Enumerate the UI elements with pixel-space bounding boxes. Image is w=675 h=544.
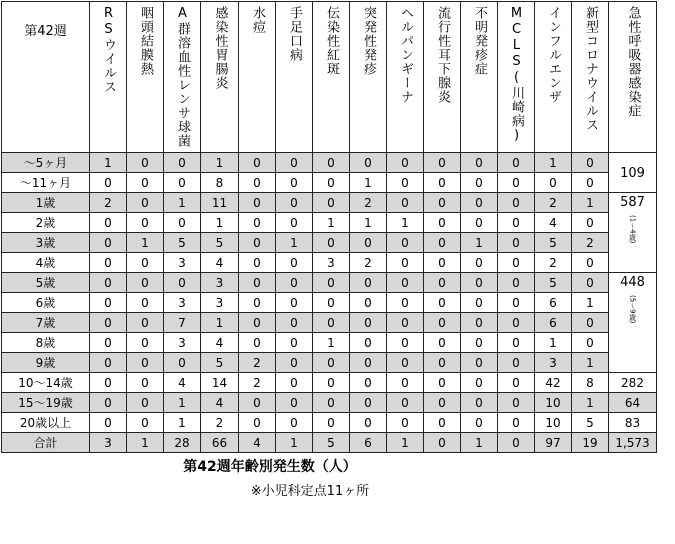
table-cell: 0 xyxy=(90,273,127,293)
table-cell: 1 xyxy=(164,393,201,413)
column-header xyxy=(350,2,387,153)
ari-value: 587 xyxy=(620,195,645,210)
table-cell: 0 xyxy=(350,393,387,413)
table-row xyxy=(2,153,657,173)
ari-age-note: (1～4歳) xyxy=(628,215,637,244)
table-cell: 0 xyxy=(239,413,276,433)
table-cell: 0 xyxy=(461,413,498,433)
table-row xyxy=(2,373,657,393)
table-cell: 0 xyxy=(498,333,535,353)
table-cell: 3 xyxy=(90,433,127,453)
column-header xyxy=(498,2,535,153)
table-cell: 1 xyxy=(127,233,164,253)
table-cell: 0 xyxy=(387,353,424,373)
table-cell: 1 xyxy=(313,213,350,233)
table-cell: 1 xyxy=(127,433,164,453)
table-cell: 8 xyxy=(201,173,239,193)
table-cell: 0 xyxy=(424,253,461,273)
table-cell: 66 xyxy=(201,433,239,453)
table-cell: 0 xyxy=(350,293,387,313)
column-header xyxy=(127,2,164,153)
column-header xyxy=(90,2,127,153)
table-cell: 0 xyxy=(313,173,350,193)
table-cell: 0 xyxy=(239,333,276,353)
table-cell: 0 xyxy=(498,193,535,213)
table-cell: 3 xyxy=(164,293,201,313)
table-cell: 0 xyxy=(239,213,276,233)
table-cell: 8 xyxy=(572,373,609,393)
table-cell: 3 xyxy=(201,273,239,293)
table-cell: 1 xyxy=(350,173,387,193)
table-row xyxy=(2,233,657,253)
corner-cell xyxy=(2,2,90,153)
column-header-label: A群溶血性レンサ球菌 xyxy=(175,6,190,148)
table-cell: 0 xyxy=(164,173,201,193)
table-cell: 0 xyxy=(424,413,461,433)
table-cell: 2 xyxy=(201,413,239,433)
table-cell: 0 xyxy=(313,273,350,293)
table-cell: 0 xyxy=(313,373,350,393)
table-cell: 1 xyxy=(572,293,609,313)
table-cell: 0 xyxy=(498,213,535,233)
table-cell: 0 xyxy=(239,393,276,413)
table-cell: 0 xyxy=(424,393,461,413)
table-cell: 0 xyxy=(572,313,609,333)
table-cell: 4 xyxy=(239,433,276,453)
table-cell: 0 xyxy=(127,173,164,193)
column-header-label: 不明発疹症 xyxy=(472,6,487,76)
table-cell: 1 xyxy=(201,153,239,173)
table-cell: 0 xyxy=(572,153,609,173)
table-cell: 0 xyxy=(424,313,461,333)
table-cell: 0 xyxy=(164,153,201,173)
table-cell: 0 xyxy=(127,153,164,173)
column-header xyxy=(164,2,201,153)
table-cell: 1 xyxy=(350,213,387,233)
table-cell: 5 xyxy=(572,413,609,433)
column-header-label: ヘルパンギーナ xyxy=(398,6,413,104)
table-cell: 0 xyxy=(127,413,164,433)
table-cell: 2 xyxy=(572,233,609,253)
table-cell: 4 xyxy=(164,373,201,393)
row-label: 8歳 xyxy=(2,333,90,353)
table-cell: 0 xyxy=(424,173,461,193)
row-label: 15～19歳 xyxy=(2,393,90,413)
table-cell: 3 xyxy=(164,333,201,353)
table-cell: 0 xyxy=(498,353,535,373)
table-cell: 2 xyxy=(535,253,572,273)
table-cell: 0 xyxy=(90,333,127,353)
table-cell: 6 xyxy=(350,433,387,453)
table-cell: 0 xyxy=(424,333,461,353)
table-cell: 0 xyxy=(461,333,498,353)
table-cell: 0 xyxy=(387,293,424,313)
table-cell: 5 xyxy=(164,233,201,253)
table-cell: 1 xyxy=(535,333,572,353)
column-header xyxy=(461,2,498,153)
table-cell: 0 xyxy=(424,433,461,453)
table-cell: 0 xyxy=(313,413,350,433)
table-cell: 0 xyxy=(276,353,313,373)
row-label: 1歳 xyxy=(2,193,90,213)
table-cell: 2 xyxy=(350,193,387,213)
table-cell: 0 xyxy=(127,213,164,233)
table-cell: 0 xyxy=(424,293,461,313)
table-cell: 0 xyxy=(498,373,535,393)
table-cell: 0 xyxy=(572,253,609,273)
table-cell: 0 xyxy=(461,213,498,233)
table-cell: 0 xyxy=(461,393,498,413)
table-cell: 0 xyxy=(498,433,535,453)
table-cell: 1 xyxy=(461,233,498,253)
table-cell: 0 xyxy=(387,393,424,413)
row-label: 7歳 xyxy=(2,313,90,333)
table-cell: 97 xyxy=(535,433,572,453)
table-cell: 1 xyxy=(461,433,498,453)
table-cell: 3 xyxy=(313,253,350,273)
table-cell: 0 xyxy=(350,273,387,293)
table-cell: 0 xyxy=(387,193,424,213)
table-cell: 0 xyxy=(276,293,313,313)
table-cell: 0 xyxy=(350,313,387,333)
table-row xyxy=(2,253,657,273)
table-cell: 0 xyxy=(90,293,127,313)
table-cell: 10 xyxy=(535,413,572,433)
table-cell: 0 xyxy=(313,393,350,413)
table-cell: 0 xyxy=(461,173,498,193)
table-cell: 0 xyxy=(461,293,498,313)
table-cell: 0 xyxy=(239,313,276,333)
table-cell: 0 xyxy=(239,293,276,313)
table-cell: 0 xyxy=(461,373,498,393)
table-cell: 5 xyxy=(535,233,572,253)
table-cell: 3 xyxy=(201,293,239,313)
table-cell: 0 xyxy=(239,193,276,213)
row-label: 2歳 xyxy=(2,213,90,233)
table-cell: 0 xyxy=(498,173,535,193)
table-cell: 0 xyxy=(90,413,127,433)
table-cell: 0 xyxy=(461,273,498,293)
table-cell: 1 xyxy=(535,153,572,173)
table-cell: 0 xyxy=(239,153,276,173)
table-cell: 0 xyxy=(498,233,535,253)
table-cell: 0 xyxy=(164,273,201,293)
table-cell: 1 xyxy=(90,153,127,173)
table-cell: 0 xyxy=(313,353,350,373)
table-cell: 0 xyxy=(498,393,535,413)
ari-cell: 64 xyxy=(609,393,657,413)
ari-cell xyxy=(609,153,657,193)
table-cell: 0 xyxy=(90,353,127,373)
table-cell: 1 xyxy=(387,433,424,453)
table-cell: 0 xyxy=(276,193,313,213)
table-row xyxy=(2,313,657,333)
table-cell: 10 xyxy=(535,393,572,413)
table-cell: 0 xyxy=(90,393,127,413)
table-cell: 0 xyxy=(127,293,164,313)
table-cell: 0 xyxy=(90,253,127,273)
table-cell: 0 xyxy=(535,173,572,193)
table-cell: 0 xyxy=(424,373,461,393)
table-cell: 1 xyxy=(387,213,424,233)
table-cell: 0 xyxy=(164,213,201,233)
table-cell: 0 xyxy=(572,333,609,353)
table-cell: 0 xyxy=(572,273,609,293)
column-header-label: 流行性耳下腺炎 xyxy=(435,6,450,104)
table-cell: 0 xyxy=(127,273,164,293)
table-cell: 0 xyxy=(387,373,424,393)
table-cell: 0 xyxy=(313,293,350,313)
table-cell: 0 xyxy=(387,273,424,293)
table-cell: 14 xyxy=(201,373,239,393)
column-header-label: インフルエンザ xyxy=(546,6,561,104)
table-cell: 0 xyxy=(424,353,461,373)
table-cell: 5 xyxy=(201,233,239,253)
table-cell: 1 xyxy=(572,193,609,213)
header-row xyxy=(2,2,657,153)
table-cell: 0 xyxy=(498,153,535,173)
table-cell: 0 xyxy=(350,373,387,393)
table-cell: 0 xyxy=(127,393,164,413)
column-header-label: 伝染性紅斑 xyxy=(324,6,339,76)
table-cell: 42 xyxy=(535,373,572,393)
table-cell: 0 xyxy=(276,373,313,393)
table-row xyxy=(2,393,657,413)
table-row xyxy=(2,333,657,353)
table-cell: 0 xyxy=(461,353,498,373)
table-row xyxy=(2,193,657,213)
table-cell: 0 xyxy=(239,173,276,193)
table-cell: 0 xyxy=(127,353,164,373)
table-cell: 0 xyxy=(90,313,127,333)
table-cell: 0 xyxy=(276,153,313,173)
table-row xyxy=(2,213,657,233)
column-header-label: 急性呼吸器感染症 xyxy=(625,6,641,118)
table-cell: 0 xyxy=(350,233,387,253)
table-cell: 1 xyxy=(313,333,350,353)
row-label: 9歳 xyxy=(2,353,90,373)
table-cell: 0 xyxy=(90,173,127,193)
column-header xyxy=(535,2,572,153)
table-cell: 6 xyxy=(535,313,572,333)
table-cell: 0 xyxy=(424,273,461,293)
table-cell: 0 xyxy=(313,233,350,253)
table-cell: 5 xyxy=(535,273,572,293)
column-header xyxy=(609,2,657,153)
table-cell: 0 xyxy=(276,413,313,433)
table-cell: 4 xyxy=(201,253,239,273)
ari-age-note: (5～9歳) xyxy=(628,295,637,324)
table-cell: 0 xyxy=(239,253,276,273)
table-cell: 0 xyxy=(313,193,350,213)
table-cell: 0 xyxy=(90,233,127,253)
table-cell: 0 xyxy=(387,333,424,353)
table-cell: 0 xyxy=(164,353,201,373)
column-header xyxy=(424,2,461,153)
table-cell: 19 xyxy=(572,433,609,453)
column-header xyxy=(239,2,276,153)
age-incidence-table xyxy=(1,1,657,453)
table-cell: 0 xyxy=(127,193,164,213)
table-cell: 0 xyxy=(127,253,164,273)
table-cell: 0 xyxy=(387,173,424,193)
table-cell: 4 xyxy=(535,213,572,233)
table-cell: 1 xyxy=(201,213,239,233)
table-cell: 1 xyxy=(572,353,609,373)
table-cell: 4 xyxy=(201,393,239,413)
table-cell: 0 xyxy=(387,153,424,173)
table-cell: 1 xyxy=(164,413,201,433)
table-cell: 11 xyxy=(201,193,239,213)
table-row xyxy=(2,413,657,433)
column-header-label: MCLS(川崎病) xyxy=(509,6,524,144)
row-label: ～5ヶ月 xyxy=(2,153,90,173)
table-cell: 1 xyxy=(276,433,313,453)
table-cell: 0 xyxy=(424,193,461,213)
table-row xyxy=(2,353,657,373)
ari-cell xyxy=(609,273,657,373)
table-cell: 6 xyxy=(535,293,572,313)
table-cell: 0 xyxy=(424,213,461,233)
total-row xyxy=(2,433,657,453)
column-header-label: 手足口病 xyxy=(287,6,302,62)
row-label: 4歳 xyxy=(2,253,90,273)
table-row xyxy=(2,293,657,313)
table-row xyxy=(2,173,657,193)
table-cell: 0 xyxy=(461,193,498,213)
table-cell: 0 xyxy=(424,153,461,173)
table-caption-note: ※小児科定点11ヶ所 xyxy=(250,484,370,499)
row-label: 3歳 xyxy=(2,233,90,253)
ari-value: 109 xyxy=(620,165,645,181)
table-cell: 0 xyxy=(498,273,535,293)
table-cell: 0 xyxy=(498,253,535,273)
table-cell: 2 xyxy=(90,193,127,213)
column-header-label: 新型コロナウイルス xyxy=(583,6,598,132)
table-cell: 7 xyxy=(164,313,201,333)
table-cell: 0 xyxy=(239,273,276,293)
table-cell: 1 xyxy=(164,193,201,213)
table-caption-title: 第42週年齢別発生数（人） xyxy=(183,459,357,475)
column-header-label: RSウイルス xyxy=(101,6,116,94)
table-cell: 0 xyxy=(90,213,127,233)
table-cell: 0 xyxy=(572,173,609,193)
row-label: 6歳 xyxy=(2,293,90,313)
column-header xyxy=(387,2,424,153)
ari-value: 448 xyxy=(620,275,645,290)
week-label: 第42週 xyxy=(24,24,67,39)
table-cell: 0 xyxy=(498,313,535,333)
table-cell: 1 xyxy=(276,233,313,253)
table-cell: 1 xyxy=(572,393,609,413)
table-cell: 0 xyxy=(461,253,498,273)
column-header xyxy=(572,2,609,153)
column-header xyxy=(201,2,239,153)
table-cell: 0 xyxy=(276,253,313,273)
table-cell: 0 xyxy=(498,413,535,433)
table-cell: 2 xyxy=(535,193,572,213)
table-cell: 0 xyxy=(276,313,313,333)
table-cell: 3 xyxy=(164,253,201,273)
table-cell: 0 xyxy=(387,253,424,273)
table-cell: 1 xyxy=(201,313,239,333)
table-cell: 0 xyxy=(498,293,535,313)
table-cell: 5 xyxy=(313,433,350,453)
row-label: 合計 xyxy=(2,433,90,453)
table-cell: 0 xyxy=(276,273,313,293)
column-header-label: 突発性発疹 xyxy=(361,6,376,76)
table-cell: 4 xyxy=(201,333,239,353)
table-cell: 0 xyxy=(276,333,313,353)
table-cell: 2 xyxy=(239,373,276,393)
table-cell: 0 xyxy=(276,213,313,233)
table-cell: 0 xyxy=(350,353,387,373)
table-cell: 3 xyxy=(535,353,572,373)
table-cell: 5 xyxy=(201,353,239,373)
table-cell: 0 xyxy=(387,413,424,433)
table-cell: 2 xyxy=(350,253,387,273)
ari-cell xyxy=(609,193,657,273)
table-cell: 0 xyxy=(350,413,387,433)
table-cell: 0 xyxy=(127,313,164,333)
table-row xyxy=(2,273,657,293)
table-cell: 0 xyxy=(313,153,350,173)
ari-cell: 83 xyxy=(609,413,657,433)
table-cell: 0 xyxy=(350,153,387,173)
column-header xyxy=(276,2,313,153)
table-cell: 0 xyxy=(313,313,350,333)
table-cell: 0 xyxy=(424,233,461,253)
table-cell: 0 xyxy=(350,333,387,353)
table-cell: 0 xyxy=(387,233,424,253)
row-label: ～11ヶ月 xyxy=(2,173,90,193)
column-header xyxy=(313,2,350,153)
table-cell: 0 xyxy=(461,153,498,173)
column-header-label: 感染性胃腸炎 xyxy=(212,6,228,90)
column-header-label: 咽頭結膜熱 xyxy=(138,6,153,76)
row-label: 10～14歳 xyxy=(2,373,90,393)
column-header-label: 水痘 xyxy=(250,6,265,34)
row-label: 20歳以上 xyxy=(2,413,90,433)
row-label: 5歳 xyxy=(2,273,90,293)
table-cell: 2 xyxy=(239,353,276,373)
table-cell: 0 xyxy=(127,333,164,353)
table-cell: 0 xyxy=(461,313,498,333)
ari-cell: 282 xyxy=(609,373,657,393)
table-cell: 0 xyxy=(90,373,127,393)
table-cell: 0 xyxy=(239,233,276,253)
table-cell: 0 xyxy=(276,393,313,413)
table-cell: 0 xyxy=(127,373,164,393)
ari-cell: 1,573 xyxy=(609,433,657,453)
table-cell: 28 xyxy=(164,433,201,453)
table-cell: 0 xyxy=(387,313,424,333)
table-cell: 0 xyxy=(572,213,609,233)
table-cell: 0 xyxy=(276,173,313,193)
